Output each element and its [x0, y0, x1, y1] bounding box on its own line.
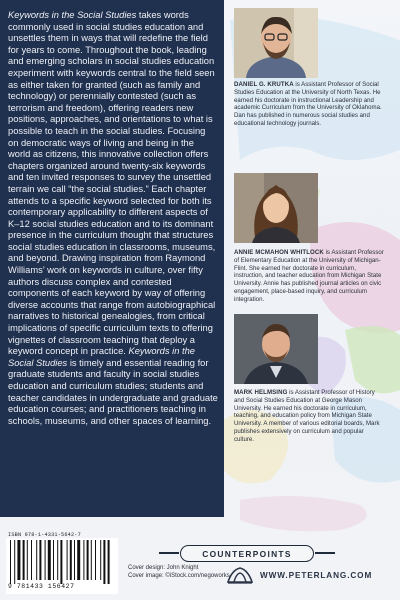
- barcode-bar: [100, 540, 101, 580]
- cover-image-credit: Cover image: ©iStock.com/negoworks: [128, 573, 230, 579]
- barcode-bar: [60, 540, 62, 584]
- author-photo-whitlock: [234, 173, 318, 243]
- barcode-bar: [108, 540, 110, 584]
- barcode-icon: [6, 538, 118, 584]
- barcode-bar: [53, 540, 54, 580]
- barcode-bar: [17, 540, 20, 580]
- book-description: [8, 10, 218, 427]
- description-text-part-1: takes words commonly used in social studies education and unsettles them in ways that will redefine the field for years to come. Throughout the book, leading and emerging scholars in social studies education experiment with keywords central to the field seen as either taken for granted (such as family and technology) or perennially contested (such as terrorism and freedom), offering readers new positions, approaches, and orientations to what is possible to teach in the social studies. Focusing on democratic ways of living and being in the world as citizens, this innovative collection offers chapters organized around twenty-six keywords and ten invited responses to survey the unsettled terrain we call “the social studies.” Each chapter attends to a specific keyword selected for both its contemporary applicability to different aspects of K–12 social studies education and to its dominant presence in the curriculum thought that structures social studies education in classrooms, museums, and beyond. Drawing inspiration from Raymond Williams’ work on keywords in culture, over fifty authors discuss complex and contested components of each keyword by way of offering diverse accounts that range from autobiographical narratives to historical genealogies, from critical implications of specific curriculum texts to offering vignettes of classroom teaching that deploy a keyword concept in practice.: [8, 10, 216, 357]
- book-title-italic-2: Keywords in the Social Studies: [8, 346, 195, 368]
- barcode-bar: [48, 540, 51, 580]
- barcode-bar: [27, 540, 28, 580]
- barcode-bar: [74, 540, 75, 580]
- barcode-bar: [103, 540, 105, 584]
- barcode-bar: [36, 540, 37, 580]
- series-logo: COUNTERPOINTS: [180, 545, 314, 562]
- author-photo-helmsing: [234, 314, 318, 384]
- author-bio-text: is Assistant Professor of Elementary Education at the University of Michigan-Flint. She earned her doctorate in curriculum, instruction, and teacher education from Michigan State University. Annie has published journal articles on civic engagement, place-based inquiry, and curriculum integration.: [234, 249, 384, 303]
- publisher-website-link[interactable]: WWW.PETERLANG.COM: [260, 571, 373, 580]
- barcode-bar: [39, 540, 41, 580]
- book-title-italic: Keywords in the Social Studies: [8, 10, 137, 20]
- author-name: DANIEL G. KRUTKA: [234, 81, 294, 88]
- author-bio-text: is Assistant Professor of Social Studies Education at the University of North Texas. He earned his doctorate in instructional Leadership and academic Curriculum from the University of Oklahoma. Dan has published in numerous social studies and educational technology journals.: [234, 81, 382, 127]
- author-bio-whitlock: [234, 249, 384, 304]
- author-bio-helmsing: [234, 389, 384, 444]
- portrait-icon: [234, 173, 318, 243]
- barcode-bar: [87, 540, 89, 580]
- author-name: MARK HELMSING: [234, 389, 288, 396]
- barcode-bar: [10, 540, 11, 584]
- author-photo-krutka: [234, 8, 318, 78]
- cover-credits: [128, 564, 230, 580]
- barcode-bar: [95, 540, 96, 580]
- barcode-bar: [67, 540, 68, 580]
- barcode-bar: [77, 540, 80, 580]
- barcode-bar: [83, 540, 84, 580]
- barcode-digits: 9 781433 156427: [8, 583, 75, 590]
- barcode-bar: [23, 540, 25, 580]
- isbn-label: ISBN 978-1-4331-5642-7: [8, 532, 81, 538]
- portrait-icon: [234, 314, 318, 384]
- barcode-bar: [45, 540, 46, 580]
- author-bio-text: is Assistant Professor of History and Social Studies Education at George Mason University. He earned his doctorate in curriculum, teaching, and education policy from Michigan State University. A member of various editorial boards, Mark publishes extensively on curriculum and popular culture.: [234, 389, 380, 443]
- publisher-logo-icon: [226, 564, 254, 586]
- cover-design-credit: Cover design: John Knight: [128, 565, 199, 571]
- barcode-bar: [91, 540, 92, 580]
- barcode-bar: [31, 540, 32, 580]
- barcode-bar: [14, 540, 15, 584]
- barcode-bar: [70, 540, 72, 580]
- author-name: ANNIE MCMAHON WHITLOCK: [234, 249, 324, 256]
- description-text-part-2: is timely and essential reading for graduate students and faculty in social studies education and curriculum studies; students and teacher candidates in undergraduate and graduate education courses; and practitioners teaching in schools, museums, and other spaces of learning.: [8, 357, 218, 426]
- barcode-bar: [57, 540, 58, 580]
- author-bio-krutka: [234, 81, 384, 128]
- portrait-icon: [234, 8, 318, 78]
